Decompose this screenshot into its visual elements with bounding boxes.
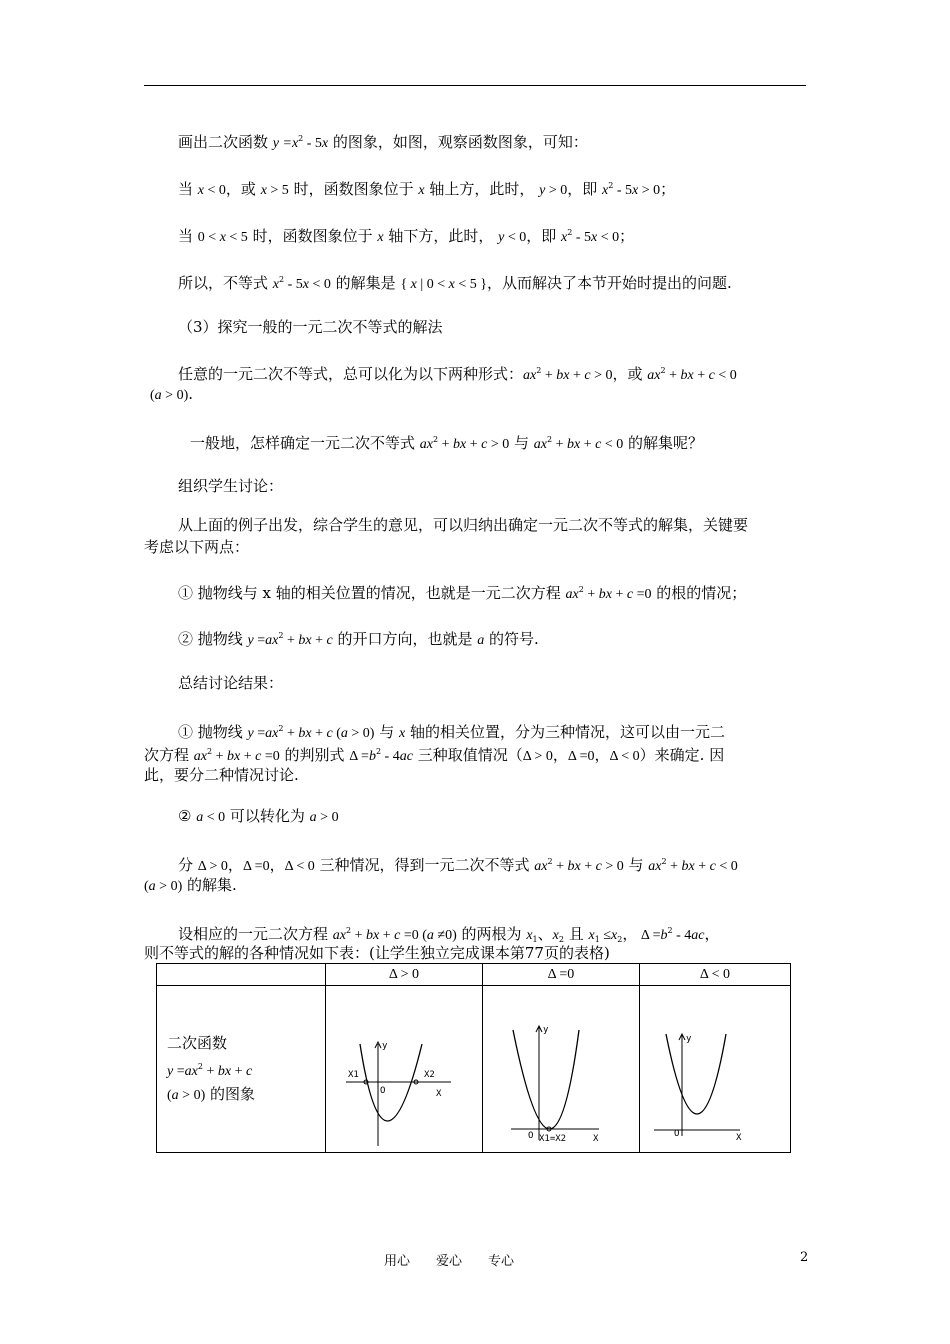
math-run: > 0: [590, 368, 613, 383]
math-run: =: [253, 726, 266, 741]
root-label-2: X2: [424, 1070, 435, 1080]
math-run: +: [541, 368, 557, 383]
origin-label: O: [674, 1129, 680, 1139]
text-run: 总结讨论结果：: [178, 674, 284, 692]
discriminant-table: [156, 963, 791, 1153]
text-run: 的两根为: [456, 925, 527, 943]
math-run: +: [694, 859, 710, 874]
math-run: x: [197, 183, 204, 198]
text-run: 画出二次函数: [178, 133, 273, 151]
superscript: 2: [278, 724, 284, 733]
math-run: bx: [298, 633, 312, 648]
text-run: 的解集呢？: [623, 434, 704, 452]
text-run: ，从而解决了本节开始时提出的问题.: [486, 274, 732, 292]
superscript: 2: [547, 857, 553, 866]
text-run: 的解集是: [330, 274, 401, 292]
math-run: - 4: [672, 928, 692, 943]
math-run: c: [595, 859, 602, 874]
superscript: 2: [278, 631, 284, 640]
table-row-graphs: [157, 986, 791, 1153]
math-run: bx: [298, 726, 312, 741]
math-run: c: [595, 437, 602, 452]
graph-two-roots: [326, 986, 482, 1152]
math-run: - 5: [613, 183, 633, 198]
math-run: =0: [633, 587, 652, 602]
math-run: +: [240, 749, 256, 764]
math-run: > 0: [638, 183, 661, 198]
text-run: 从上面的例子出发，综合学生的意见，可以归纳出确定一元二次不等式的解集，关键要: [178, 516, 749, 534]
math-run: (: [332, 726, 341, 741]
math-run: a: [477, 633, 485, 648]
math-run: Δ > 0: [197, 859, 228, 874]
text-line: [144, 853, 844, 876]
superscript: 2: [298, 134, 304, 143]
text-run: ① 抛物线: [178, 723, 248, 741]
math-run: c: [326, 633, 333, 648]
text-run: ，: [269, 856, 285, 874]
math-run: bx: [680, 368, 694, 383]
math-run: =: [253, 633, 266, 648]
math-run: ac: [399, 749, 413, 764]
math-run: c: [709, 859, 716, 874]
text-run: 的开口方向，也就是: [332, 630, 478, 648]
math-run: x: [272, 277, 279, 292]
math-run: - 5: [303, 136, 322, 151]
math-run: +: [379, 928, 395, 943]
text-line: [144, 477, 844, 495]
math-run: b: [368, 749, 376, 764]
superscript: 2: [608, 181, 614, 190]
math-run: ax: [332, 928, 346, 943]
text-run: 与: [623, 856, 649, 874]
math-run: ax: [534, 859, 548, 874]
text-run: 三种情况，得到一元二次不等式: [314, 856, 535, 874]
math-run: > 0): [347, 726, 375, 741]
text-run: ，: [622, 925, 638, 943]
text-line: [144, 362, 844, 385]
text-run: （3）探究一般的一元二次不等式的解法: [178, 318, 443, 336]
math-run: ax: [193, 749, 207, 764]
math-run: < 0: [203, 810, 226, 825]
math-run: < 5 }: [454, 277, 487, 292]
math-run: a: [154, 388, 162, 403]
math-run: x: [260, 183, 267, 198]
superscript: 2: [578, 585, 584, 594]
math-run: (: [418, 928, 427, 943]
math-run: +: [438, 437, 453, 452]
subscript: 1: [532, 935, 538, 944]
text-line: [144, 743, 810, 766]
superscript: 2: [346, 926, 352, 935]
math-run: a: [426, 928, 434, 943]
math-run: > 0: [487, 437, 510, 452]
math-run: +: [231, 1063, 246, 1079]
math-run: b: [660, 928, 668, 943]
math-run: c: [584, 368, 591, 383]
superscript: 2: [660, 366, 666, 375]
text-line: [144, 720, 844, 743]
text-line: [144, 130, 844, 153]
math-run: ax: [565, 587, 579, 602]
math-run: c: [626, 587, 634, 602]
text-run: 当: [178, 180, 198, 198]
math-run: +: [552, 437, 568, 452]
text-run: 所以，不等式: [178, 274, 273, 292]
math-run: x: [410, 277, 417, 292]
math-run: y: [539, 183, 546, 198]
math-run: bx: [556, 368, 570, 383]
text-run: 可以转化为: [225, 807, 310, 825]
math-run: +: [583, 587, 599, 602]
math-run: ax: [265, 633, 279, 648]
text-run: 轴的相关位置，分为三种情况，这可以由一元二: [405, 723, 726, 741]
math-run: bx: [227, 749, 241, 764]
text-run: 与: [509, 434, 534, 452]
text-line: [144, 581, 844, 604]
double-root-label: X1=X2: [539, 1134, 567, 1144]
math-run: > 0: [545, 183, 568, 198]
math-run: < 0: [504, 230, 527, 245]
y-axis-label: y: [686, 1034, 692, 1044]
superscript: 2: [197, 1061, 203, 1071]
math-run: Δ > 0: [522, 749, 553, 764]
math-run: x: [302, 277, 309, 292]
text-run: ，或: [612, 365, 648, 383]
math-run: +: [202, 1063, 218, 1079]
math-run: Δ =: [349, 749, 369, 764]
table-header-delta-zero: Δ =0: [483, 964, 640, 986]
math-run: a: [196, 810, 204, 825]
math-run: =0: [400, 928, 419, 943]
math-run: ≠0): [433, 928, 457, 943]
text-run: 、: [537, 925, 553, 943]
subscript: 2: [558, 935, 564, 944]
x-axis-label: X: [593, 1134, 599, 1144]
text-run: 的符号.: [484, 630, 539, 648]
page-number: 2: [800, 1250, 809, 1265]
subscript: 2: [617, 935, 623, 944]
math-run: +: [351, 928, 366, 943]
table-header-delta-positive: Δ > 0: [326, 964, 483, 986]
math-run: x: [591, 230, 598, 245]
math-run: =0: [261, 749, 280, 764]
math-run: {: [400, 277, 411, 292]
math-run: +: [611, 587, 627, 602]
math-run: bx: [567, 437, 581, 452]
parabola-curve: [666, 1034, 726, 1114]
math-run: +: [283, 633, 299, 648]
graph-double-root: [483, 986, 639, 1152]
row-label-title: 二次函数: [167, 1033, 228, 1052]
math-run: +: [283, 726, 299, 741]
row-label-function: [167, 1055, 325, 1083]
parabola-curve: [513, 1030, 579, 1129]
math-run: x: [588, 928, 595, 943]
text-line: [144, 876, 810, 896]
graph-cell-delta-negative: [640, 986, 791, 1153]
math-run: < 0: [308, 277, 331, 292]
math-run: +: [311, 633, 327, 648]
math-run: ≤: [599, 928, 612, 943]
superscript: 2: [433, 435, 439, 444]
text-run: 分: [178, 856, 198, 874]
text-line: [144, 431, 856, 454]
text-run: 轴下方，此时，: [383, 227, 499, 245]
table-header-empty: [157, 964, 326, 986]
text-run: 的解集.: [182, 876, 237, 894]
text-run: 的判别式: [279, 746, 350, 764]
math-run: c: [326, 726, 333, 741]
math-run: =: [173, 1063, 185, 1079]
text-run: ；: [619, 227, 635, 245]
text-run: ）来确定. 因: [639, 746, 725, 764]
math-run: a: [148, 879, 156, 894]
row-label-condition: [167, 1083, 325, 1107]
text-run: ② 抛物线: [178, 630, 248, 648]
text-run: ，即: [567, 180, 603, 198]
math-run: +: [569, 368, 585, 383]
math-run: < 0: [597, 230, 620, 245]
math-run: (: [150, 388, 155, 403]
math-run: ax: [647, 368, 661, 383]
math-run: Δ =0: [242, 859, 270, 874]
row-label-cell: [157, 986, 326, 1153]
math-run: x: [602, 183, 609, 198]
math-run: > 0): [178, 1087, 206, 1103]
text-run: 三种取值情况（: [412, 746, 523, 764]
subscript: 1: [594, 935, 600, 944]
math-run: ac: [691, 928, 705, 943]
math-run: Δ < 0: [609, 749, 640, 764]
math-run: x: [399, 726, 406, 741]
math-run: +: [552, 859, 568, 874]
math-run: a: [309, 810, 317, 825]
header-rule: [144, 85, 806, 86]
math-run: < 0: [715, 859, 738, 874]
math-run: bx: [217, 1063, 232, 1079]
math-run: - 5: [572, 230, 592, 245]
text-line: [144, 516, 844, 534]
text-run: 此，要分二种情况讨论.: [144, 766, 299, 784]
x-axis-label: X: [736, 1133, 742, 1143]
math-run: y =x: [272, 136, 299, 151]
text-run: 与: [374, 723, 400, 741]
math-run: > 0): [161, 388, 189, 403]
text-line: [144, 177, 844, 200]
math-run: y: [247, 633, 254, 648]
text-run: ②: [178, 807, 197, 825]
text-line: [144, 224, 844, 247]
math-run: 0 <: [197, 230, 220, 245]
math-run: - 4: [381, 749, 400, 764]
math-run: y: [498, 230, 505, 245]
math-run: bx: [598, 587, 612, 602]
math-run: | 0 <: [416, 277, 449, 292]
math-run: ax: [523, 368, 537, 383]
math-run: bx: [681, 859, 695, 874]
math-run: (: [144, 879, 149, 894]
root-label-1: X1: [348, 1070, 359, 1080]
superscript: 2: [547, 435, 553, 444]
text-run: 一般地，怎样确定一元二次不等式: [190, 434, 420, 452]
text-run: 轴上方，此时，: [424, 180, 540, 198]
math-run: c: [245, 1063, 253, 1079]
math-run: x: [219, 230, 226, 245]
y-axis-label: y: [543, 1025, 549, 1035]
math-run: y: [167, 1063, 174, 1079]
math-run: +: [665, 368, 681, 383]
text-line: [144, 385, 816, 405]
math-run: +: [693, 368, 709, 383]
graph-cell-delta-positive: [326, 986, 483, 1153]
superscript: 2: [207, 747, 213, 756]
math-run: (: [167, 1087, 172, 1103]
text-run: ，: [594, 746, 610, 764]
math-run: +: [666, 859, 682, 874]
table-header-row: [157, 964, 791, 986]
text-line: [144, 538, 810, 556]
text-run: 的根的情况；: [651, 584, 747, 602]
text-line: [144, 627, 844, 650]
text-run: ，: [704, 925, 720, 943]
footer-motto: 用心 爱心 专心: [384, 1254, 515, 1269]
text-run: ，: [552, 746, 568, 764]
text-run: ① 抛物线与 x 轴的相关位置的情况，也就是一元二次方程: [178, 584, 566, 602]
math-run: Δ < 0: [284, 859, 315, 874]
math-run: > 5: [266, 183, 289, 198]
math-run: x: [552, 928, 559, 943]
y-axis-label: y: [382, 1041, 388, 1051]
math-run: Δ =: [637, 928, 661, 943]
math-run: +: [466, 437, 482, 452]
math-run: x: [632, 183, 639, 198]
text-run: .: [188, 385, 194, 403]
text-run: 任意的一元二次不等式，总可以化为以下两种形式：: [178, 365, 524, 383]
text-run: 当: [178, 227, 198, 245]
math-run: > 0): [155, 879, 183, 894]
math-run: x: [611, 928, 618, 943]
superscript: 2: [661, 857, 667, 866]
math-run: ax: [265, 726, 279, 741]
math-run: c: [394, 928, 401, 943]
text-run: 次方程: [144, 746, 194, 764]
origin-label: O: [380, 1086, 386, 1096]
math-run: x: [561, 230, 568, 245]
text-line: [144, 271, 844, 294]
math-run: < 5: [225, 230, 248, 245]
text-run: ，即: [526, 227, 562, 245]
table-header-delta-negative: Δ < 0: [640, 964, 791, 986]
math-run: x: [448, 277, 455, 292]
math-run: bx: [567, 859, 581, 874]
math-run: ax: [648, 859, 662, 874]
text-line: [144, 766, 810, 784]
text-run: ，: [227, 856, 243, 874]
math-run: x: [526, 928, 533, 943]
math-run: - 5: [284, 277, 303, 292]
superscript: 2: [375, 747, 382, 756]
text-run: 时，函数图象位于: [288, 180, 419, 198]
math-run: +: [212, 749, 227, 764]
text-run: 的图象，如图，观察函数图象，可知：: [328, 133, 588, 151]
math-run: a: [340, 726, 348, 741]
math-run: c: [255, 749, 262, 764]
x-axis-label: X: [436, 1089, 442, 1099]
math-run: +: [580, 437, 596, 452]
text-line: [144, 318, 844, 336]
math-run: > 0: [601, 859, 624, 874]
math-run: bx: [366, 928, 380, 943]
text-run: 且: [563, 925, 589, 943]
text-run: 设相应的一元二次方程: [178, 925, 333, 943]
graph-cell-delta-zero: [483, 986, 640, 1153]
math-run: x: [321, 136, 329, 151]
math-run: bx: [453, 437, 467, 452]
text-run: 时，函数图象位于: [247, 227, 378, 245]
text-line: [144, 944, 810, 962]
superscript: 2: [279, 275, 285, 284]
math-run: Δ =0: [567, 749, 595, 764]
superscript: 2: [667, 926, 673, 935]
math-run: x: [377, 230, 384, 245]
math-run: < 0: [204, 183, 226, 198]
graph-no-roots: [640, 986, 790, 1152]
math-run: +: [311, 726, 327, 741]
superscript: 2: [567, 228, 573, 237]
math-run: ax: [184, 1063, 198, 1079]
text-run: ；: [660, 180, 676, 198]
text-run: 考虑以下两点：: [144, 538, 250, 556]
math-run: x: [418, 183, 425, 198]
text-run: 组织学生讨论：: [178, 477, 284, 495]
text-line: [144, 674, 844, 692]
math-run: ax: [533, 437, 548, 452]
text-run: ，或: [225, 180, 261, 198]
math-run: c: [481, 437, 488, 452]
text-line: [144, 807, 844, 827]
math-run: > 0: [316, 810, 339, 825]
math-run: +: [580, 859, 596, 874]
superscript: 2: [536, 366, 542, 375]
math-run: a: [171, 1087, 179, 1103]
math-run: c: [708, 368, 715, 383]
origin-label: O: [528, 1131, 534, 1141]
math-run: < 0: [714, 368, 737, 383]
math-run: ax: [419, 437, 433, 452]
math-run: < 0: [601, 437, 624, 452]
math-run: y: [247, 726, 254, 741]
text-run: 的图象: [205, 1084, 256, 1103]
text-run: 则不等式的解的各种情况如下表：(让学生独立完成课本第77页的表格): [144, 944, 610, 962]
